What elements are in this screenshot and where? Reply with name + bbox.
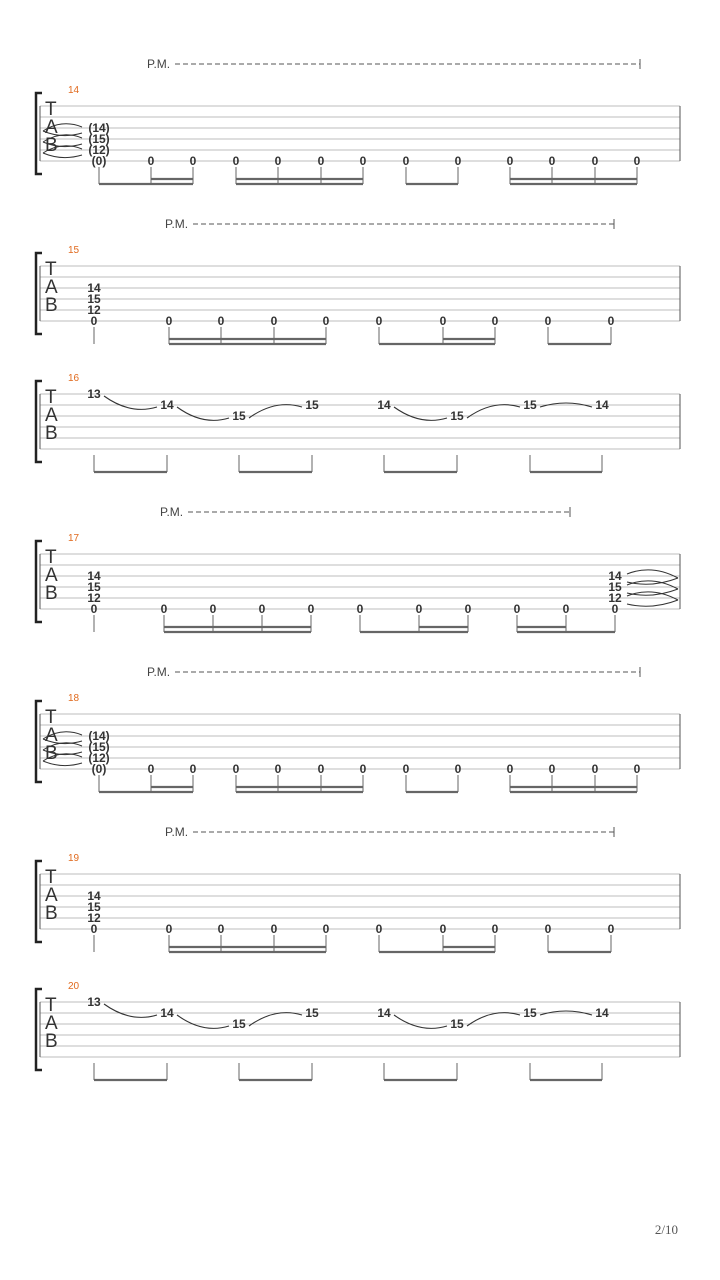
tab-clef-letter: B [45, 295, 58, 316]
fret-number: 0 [270, 922, 278, 936]
tab-clef-letter: T [45, 259, 57, 280]
tab-clef-letter: T [45, 387, 57, 408]
fret-number: 0 [375, 922, 383, 936]
tab-clef-letter: A [45, 565, 58, 586]
system-bracket [36, 253, 42, 334]
fret-number: 14 [87, 281, 101, 295]
tab-clef-letter: T [45, 547, 57, 568]
measure-number: 15 [68, 245, 80, 256]
fret-number: 0 [491, 922, 499, 936]
fret-number: 0 [633, 762, 641, 776]
fret-number: 0 [359, 154, 367, 168]
system-bracket [36, 93, 42, 174]
fret-number: 0 [147, 154, 155, 168]
fret-number: (12) [88, 143, 110, 157]
fret-number: 0 [270, 314, 278, 328]
tab-clef-letter: B [45, 903, 58, 924]
fret-number: 14 [87, 889, 101, 903]
fret-number: 0 [90, 922, 98, 936]
fret-number: 0 [544, 922, 552, 936]
tab-system [36, 373, 680, 472]
fret-number: 15 [608, 580, 622, 594]
palm-mute-label: P.M. [147, 665, 171, 679]
system-bracket [36, 989, 42, 1070]
fret-number: 14 [377, 1006, 391, 1020]
measure-number: 20 [68, 981, 80, 992]
measure-number: 17 [68, 533, 80, 544]
fret-number: 0 [506, 154, 514, 168]
fret-number: 14 [87, 569, 101, 583]
fret-number: 12 [87, 303, 101, 317]
slur-arc [394, 407, 447, 420]
fret-number: 0 [548, 762, 556, 776]
fret-number: 0 [454, 154, 462, 168]
page-number: 2/10 [654, 1222, 678, 1237]
fret-number: 0 [232, 762, 240, 776]
slur-arc [394, 1015, 447, 1028]
fret-number: 0 [359, 762, 367, 776]
fret-number: 0 [274, 154, 282, 168]
fret-number: 0 [209, 602, 217, 616]
measure-number: 19 [68, 853, 80, 864]
fret-number: 15 [305, 1006, 319, 1020]
palm-mute-label: P.M. [165, 217, 189, 231]
fret-number: 0 [274, 762, 282, 776]
tab-clef-letter: B [45, 583, 58, 604]
fret-number: 0 [562, 602, 570, 616]
slur-arc [104, 396, 157, 409]
system-bracket [36, 861, 42, 942]
fret-number: 14 [377, 398, 391, 412]
system-bracket [36, 541, 42, 622]
tab-system [36, 57, 680, 184]
fret-number: 0 [165, 314, 173, 328]
fret-number: 15 [523, 398, 537, 412]
fret-number: 14 [595, 398, 609, 412]
tab-clef-letter: B [45, 743, 58, 764]
fret-number: 0 [322, 314, 330, 328]
tab-clef-letter: T [45, 867, 57, 888]
fret-number: 14 [608, 569, 622, 583]
fret-number: 15 [450, 1017, 464, 1031]
fret-number: (12) [88, 751, 110, 765]
measure-number: 16 [68, 373, 80, 384]
measure-number: 14 [68, 85, 80, 96]
fret-number: 0 [454, 762, 462, 776]
tab-clef-letter: A [45, 1013, 58, 1034]
tab-system [36, 217, 680, 344]
fret-number: 0 [90, 602, 98, 616]
fret-number: 0 [513, 602, 521, 616]
fret-number: 0 [415, 602, 423, 616]
fret-number: 0 [591, 154, 599, 168]
fret-number: 0 [258, 602, 266, 616]
fret-number: 15 [87, 900, 101, 914]
fret-number: 0 [402, 762, 410, 776]
palm-mute-label: P.M. [147, 57, 171, 71]
fret-number: 14 [160, 398, 174, 412]
tab-clef-letter: T [45, 995, 57, 1016]
fret-number: 0 [464, 602, 472, 616]
tab-clef-letter: B [45, 135, 58, 156]
fret-number: 12 [608, 591, 622, 605]
tie-arc [627, 600, 678, 606]
tie-arc [627, 581, 678, 589]
tie-arc [627, 592, 678, 600]
tab-system [36, 981, 680, 1080]
fret-number: 0 [439, 314, 447, 328]
slur-arc [177, 407, 229, 420]
fret-number: (15) [88, 132, 110, 146]
slur-arc [104, 1004, 157, 1017]
fret-number: 0 [189, 762, 197, 776]
fret-number: 0 [317, 154, 325, 168]
fret-number: 13 [87, 995, 101, 1009]
fret-number: 0 [147, 762, 155, 776]
fret-number: 15 [232, 1017, 246, 1031]
fret-number: (15) [88, 740, 110, 754]
fret-number: 0 [356, 602, 364, 616]
fret-number: 12 [87, 911, 101, 925]
fret-number: 0 [633, 154, 641, 168]
fret-number: 0 [607, 314, 615, 328]
fret-number: 0 [607, 922, 615, 936]
tab-clef-letter: A [45, 885, 58, 906]
tab-clef-letter: B [45, 423, 58, 444]
fret-number: 0 [544, 314, 552, 328]
fret-number: 0 [189, 154, 197, 168]
fret-number: 0 [165, 922, 173, 936]
fret-number: (0) [91, 154, 107, 168]
tab-system [36, 505, 680, 632]
tab-clef-letter: A [45, 117, 58, 138]
fret-number: 0 [402, 154, 410, 168]
fret-number: 0 [591, 762, 599, 776]
tab-clef-letter: T [45, 707, 57, 728]
system-bracket [36, 701, 42, 782]
slur-arc [177, 1015, 229, 1028]
tab-clef-letter: A [45, 725, 58, 746]
fret-number: 0 [322, 922, 330, 936]
fret-number: (14) [88, 729, 110, 743]
fret-number: (14) [88, 121, 110, 135]
tab-clef-letter: A [45, 405, 58, 426]
fret-number: 0 [307, 602, 315, 616]
palm-mute-label: P.M. [160, 505, 184, 519]
fret-number: 15 [232, 409, 246, 423]
fret-number: 12 [87, 591, 101, 605]
fret-number: 0 [439, 922, 447, 936]
fret-number: 0 [232, 154, 240, 168]
fret-number: 0 [506, 762, 514, 776]
fret-number: 15 [523, 1006, 537, 1020]
fret-number: 13 [87, 387, 101, 401]
fret-number: 15 [450, 409, 464, 423]
fret-number: (0) [91, 762, 107, 776]
system-bracket [36, 381, 42, 462]
fret-number: 0 [160, 602, 168, 616]
fret-number: 14 [160, 1006, 174, 1020]
fret-number: 0 [548, 154, 556, 168]
fret-number: 0 [611, 602, 619, 616]
tab-clef-letter: T [45, 99, 57, 120]
palm-mute-label: P.M. [165, 825, 189, 839]
fret-number: 0 [90, 314, 98, 328]
fret-number: 15 [87, 292, 101, 306]
fret-number: 15 [305, 398, 319, 412]
tab-system [36, 665, 680, 792]
fret-number: 0 [217, 314, 225, 328]
tab-clef-letter: B [45, 1031, 58, 1052]
measure-number: 18 [68, 693, 80, 704]
fret-number: 0 [491, 314, 499, 328]
tab-system [36, 825, 680, 952]
tab-clef-letter: A [45, 277, 58, 298]
fret-number: 15 [87, 580, 101, 594]
fret-number: 0 [375, 314, 383, 328]
fret-number: 0 [217, 922, 225, 936]
fret-number: 0 [317, 762, 325, 776]
fret-number: 14 [595, 1006, 609, 1020]
tie-arc [627, 570, 678, 578]
